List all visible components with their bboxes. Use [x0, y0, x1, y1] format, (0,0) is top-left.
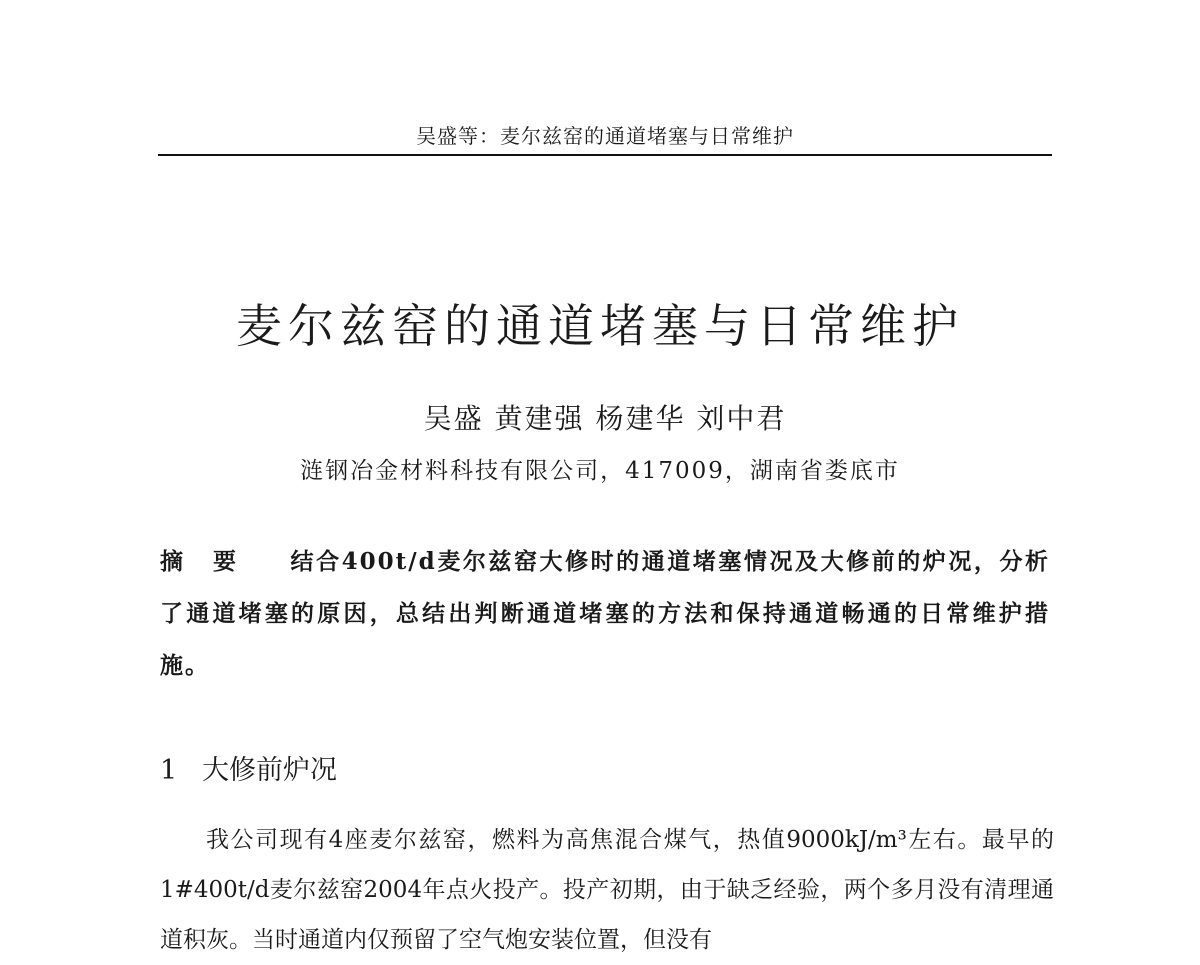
running-header: 吴盛等：麦尔兹窑的通道堵塞与日常维护	[416, 124, 794, 148]
section-heading	[160, 748, 337, 787]
abstract-text: 结合400t/d麦尔兹窑大修时的通道堵塞情况及大修前的炉况，分析了通道堵塞的原因，总结出判断通道堵塞的方法和保持通道畅通的日常维护措施。	[160, 548, 1050, 679]
paper-title: 麦尔兹窑的通道堵塞与日常维护	[236, 299, 964, 353]
author-list: 吴盛 黄建强 杨建华 刘中君	[423, 402, 787, 435]
affiliation: 涟钢冶金材料科技有限公司，417009，湖南省娄底市	[300, 458, 900, 484]
section-title: 大修前炉况	[202, 755, 337, 786]
abstract	[160, 536, 1050, 692]
header-rule	[158, 154, 1052, 156]
abstract-label: 摘要	[160, 548, 266, 575]
section-number: 1	[160, 755, 178, 786]
body-paragraph: 我公司现有4座麦尔兹窑，燃料为高焦混合煤气，热值9000kJ/m³左右。最早的1#400t/d麦尔兹窑2004年点火投产。投产初期，由于缺乏经验，两个多月没有清理通道积灰。当时通道内仅预留了空气炮安装位置，但没有	[160, 827, 1054, 953]
